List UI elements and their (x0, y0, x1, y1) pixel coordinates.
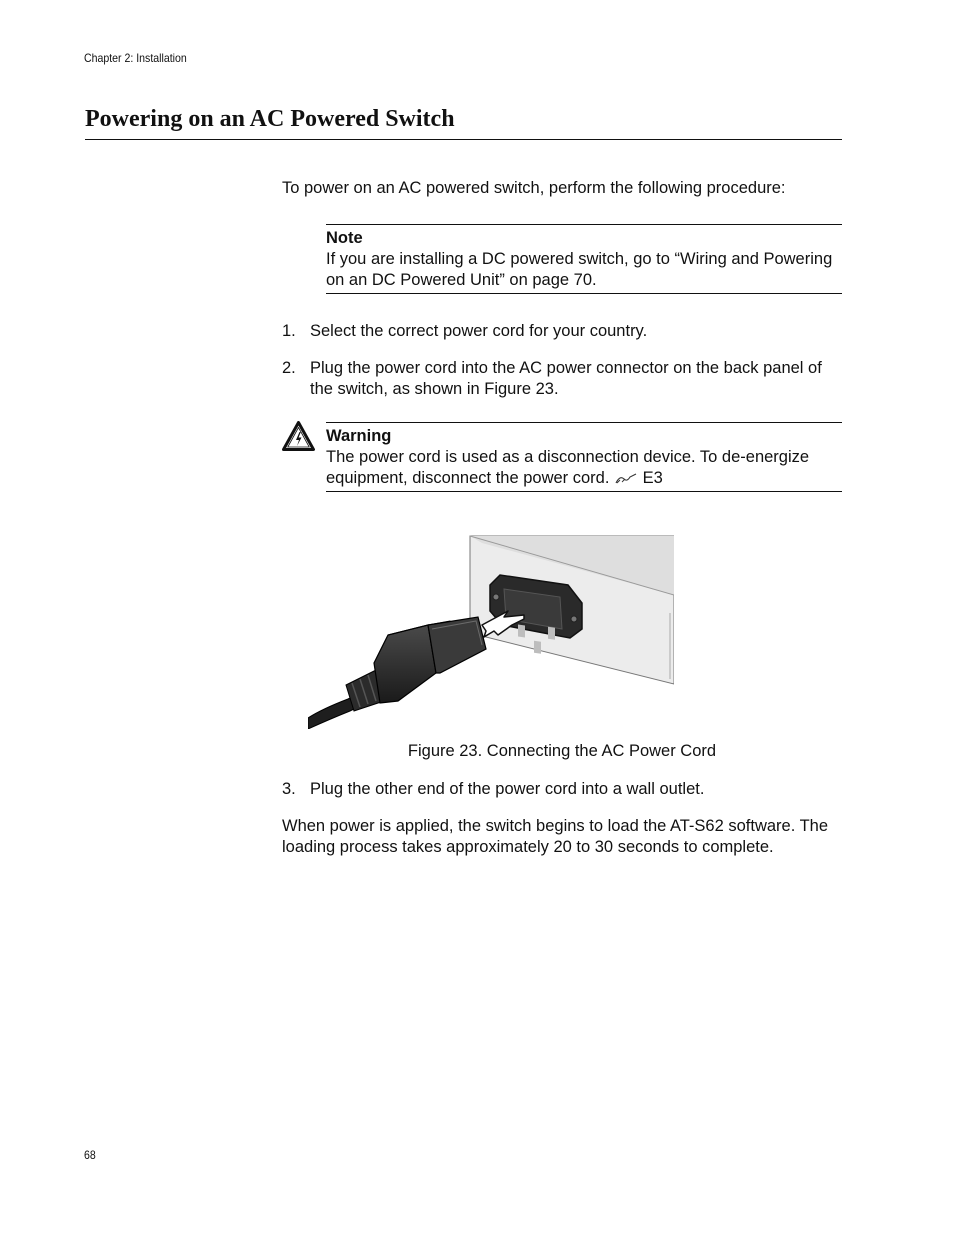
note-heading: Note (326, 229, 363, 247)
running-head: Chapter 2: Installation (84, 51, 187, 65)
warning-callout (326, 422, 842, 492)
title-rule (85, 139, 842, 140)
closing-paragraph: When power is applied, the switch begins to load the AT-S62 software. The loading process takes approximately 20 to 30 seconds to complete. (282, 817, 829, 856)
step-number: 1. (282, 322, 296, 340)
electrical-hazard-icon (282, 421, 315, 451)
step-text: Select the correct power cord for your country. (310, 322, 648, 340)
power-cord-figure (308, 533, 674, 729)
step-text: Plug the other end of the power cord into a wall outlet. (310, 780, 705, 798)
step-2 (282, 358, 842, 400)
note-text: If you are installing a DC powered switch, go to “Wiring and Powering on an DC Powered Unit” on page 70. (326, 250, 833, 289)
intro-paragraph: To power on an AC powered switch, perform the following procedure: (282, 179, 786, 197)
page-number: 68 (84, 1148, 96, 1162)
step-number: 2. (282, 359, 296, 377)
power-cord-plug (308, 617, 486, 729)
warning-text: The power cord is used as a disconnection device. To de-energize equipment, disconnect the power cord. (326, 448, 810, 487)
step-1 (282, 321, 842, 342)
section-title: Powering on an AC Powered Switch (85, 106, 455, 132)
note-callout (326, 224, 842, 294)
step-number: 3. (282, 780, 296, 798)
warning-code: E3 (642, 469, 663, 487)
step-3 (282, 779, 842, 800)
figure-caption: Figure 23. Connecting the AC Power Cord (407, 742, 717, 760)
pen-reference-icon (614, 473, 638, 485)
step-text: Plug the power cord into the AC power connector on the back panel of the switch, as shown in Figure 23. (310, 359, 822, 398)
warning-body (326, 447, 842, 489)
warning-heading: Warning (326, 427, 392, 445)
